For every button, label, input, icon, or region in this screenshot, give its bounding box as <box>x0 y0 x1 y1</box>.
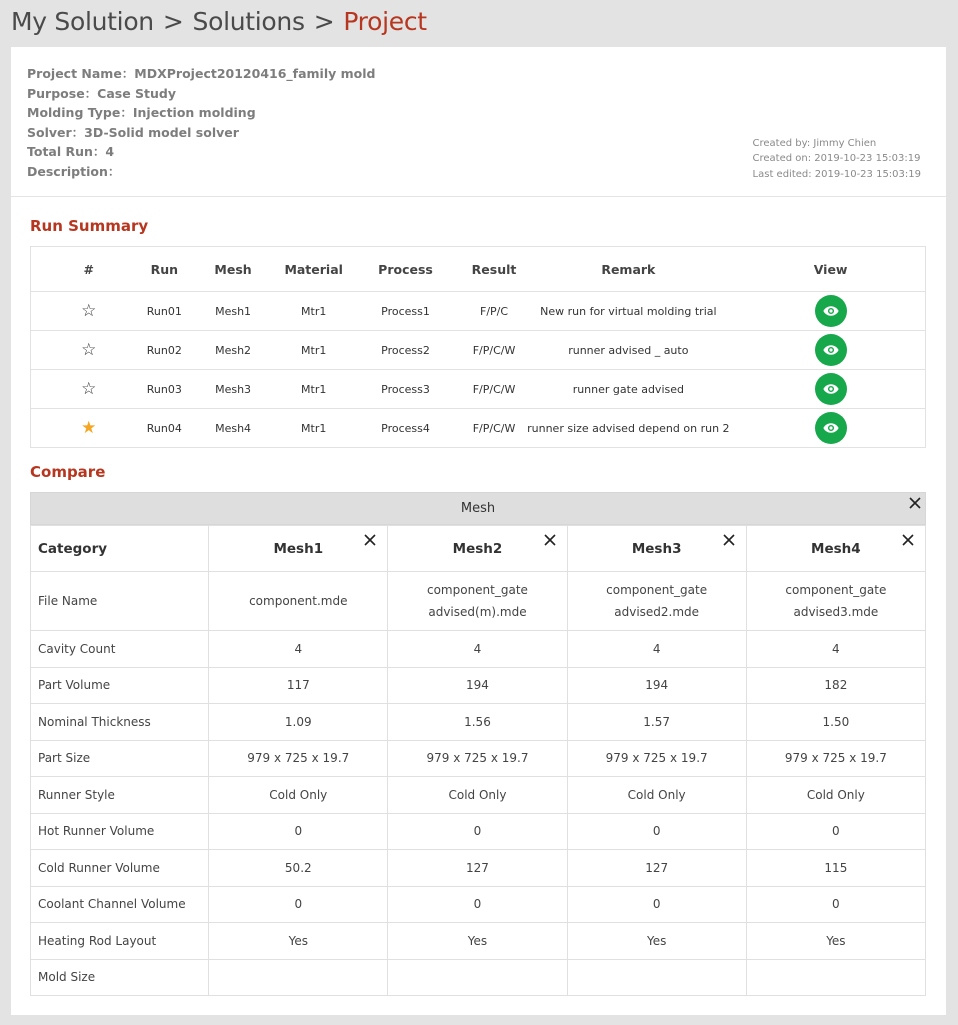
run-cell-remark: New run for virtual molding trial <box>520 292 736 331</box>
compare-value-cell <box>209 959 388 996</box>
run-cell-material: Mtr1 <box>284 292 344 331</box>
run-cell-run: Run04 <box>146 409 182 448</box>
table-row <box>31 959 926 996</box>
run-cell-result: F/P/C/W <box>468 409 521 448</box>
table-row <box>31 740 926 777</box>
table-row <box>31 292 926 331</box>
compare-column-label: Mesh4 <box>811 540 861 557</box>
table-row <box>31 409 926 448</box>
compare-value-cell: 127 <box>567 850 746 887</box>
category-cell: Cavity Count <box>31 631 209 668</box>
compare-column-header <box>388 526 567 572</box>
compare-value-cell: 4 <box>567 631 746 668</box>
col-header-result: Result <box>468 247 521 292</box>
compare-value-cell: Cold Only <box>388 777 567 814</box>
run-cell-process: Process4 <box>343 409 467 448</box>
run-table-header <box>31 247 926 292</box>
project-name: Project Name：MDXProject20120416_family mold <box>27 66 376 81</box>
run-cell-process: Process2 <box>343 331 467 370</box>
star-icon[interactable]: ☆ <box>81 378 97 399</box>
run-cell-mesh: Mesh3 <box>182 370 284 409</box>
compare-title: Compare <box>30 463 106 481</box>
compare-value-cell: 1.09 <box>209 704 388 741</box>
breadcrumb <box>11 3 427 39</box>
close-icon[interactable] <box>543 533 557 547</box>
run-cell-process: Process3 <box>343 370 467 409</box>
run-summary-title: Run Summary <box>30 217 149 235</box>
run-cell-mesh: Mesh2 <box>182 331 284 370</box>
compare-value-cell: 182 <box>746 667 925 704</box>
compare-value-cell <box>746 959 925 996</box>
table-row <box>31 370 926 409</box>
category-cell: Part Size <box>31 740 209 777</box>
category-cell: Part Volume <box>31 667 209 704</box>
run-cell-remark: runner size advised depend on run 2 <box>520 409 736 448</box>
compare-value-cell: 127 <box>388 850 567 887</box>
compare-value-cell: Yes <box>567 923 746 960</box>
compare-value-cell: 0 <box>746 886 925 923</box>
category-header: Category <box>31 526 209 572</box>
compare-group-label: Mesh <box>460 501 496 516</box>
compare-value-cell: 0 <box>567 886 746 923</box>
run-cell-mesh: Mesh4 <box>182 409 284 448</box>
compare-value-cell: 0 <box>209 813 388 850</box>
compare-value-cell: 979 x 725 x 19.7 <box>746 740 925 777</box>
run-cell-run: Run01 <box>146 292 182 331</box>
star-icon[interactable]: ★ <box>81 417 97 438</box>
compare-group-header <box>30 492 926 525</box>
breadcrumb-separator: > <box>313 6 335 36</box>
category-cell: Runner Style <box>31 777 209 814</box>
compare-value-cell: component_gate advised2.mde <box>567 572 746 631</box>
close-icon[interactable] <box>908 496 922 510</box>
category-cell: Nominal Thickness <box>31 704 209 741</box>
compare-value-cell: 979 x 725 x 19.7 <box>388 740 567 777</box>
col-header-run: Run <box>146 247 182 292</box>
category-cell: File Name <box>31 572 209 631</box>
breadcrumb-current: Project <box>343 6 427 36</box>
run-cell-result: F/P/C <box>468 292 521 331</box>
compare-value-cell: Yes <box>746 923 925 960</box>
compare-column-header <box>746 526 925 572</box>
view-button[interactable] <box>815 412 847 444</box>
compare-column-label: Mesh3 <box>631 540 682 557</box>
view-cell <box>736 292 925 331</box>
compare-column-label: Mesh1 <box>273 540 324 557</box>
star-cell <box>31 292 147 331</box>
compare-value-cell: 0 <box>746 813 925 850</box>
view-cell <box>736 409 925 448</box>
compare-value-cell: 4 <box>388 631 567 668</box>
run-cell-process: Process1 <box>343 292 467 331</box>
project-info <box>27 64 375 181</box>
category-cell: Coolant Channel Volume <box>31 886 209 923</box>
project-description: Description： <box>27 163 121 179</box>
col-header-mesh: Mesh <box>182 247 284 292</box>
compare-value-cell: 0 <box>388 886 567 923</box>
compare-value-cell: 1.50 <box>746 704 925 741</box>
compare-value-cell: 0 <box>388 813 567 850</box>
close-icon[interactable] <box>901 533 915 547</box>
compare-value-cell: Cold Only <box>209 777 388 814</box>
created-on: Created on: 2019-10-23 15:03:19 <box>752 153 921 165</box>
col-header-material: Material <box>284 247 344 292</box>
view-button[interactable] <box>815 334 847 366</box>
breadcrumb-separator: > <box>162 6 184 36</box>
col-header-process: Process <box>343 247 467 292</box>
compare-value-cell: component_gate advised(m).mde <box>388 572 567 631</box>
eye-icon <box>823 344 839 356</box>
compare-value-cell: 4 <box>209 631 388 668</box>
run-summary-table <box>30 246 926 448</box>
table-row <box>31 886 926 923</box>
run-cell-result: F/P/C/W <box>468 331 521 370</box>
compare-value-cell: Cold Only <box>746 777 925 814</box>
view-cell <box>736 370 925 409</box>
project-panel <box>11 47 946 1015</box>
eye-icon <box>823 383 839 395</box>
compare-value-cell: 979 x 725 x 19.7 <box>209 740 388 777</box>
compare-value-cell: 194 <box>567 667 746 704</box>
compare-value-cell: 1.56 <box>388 704 567 741</box>
run-cell-material: Mtr1 <box>284 409 344 448</box>
compare-value-cell: 115 <box>746 850 925 887</box>
project-meta <box>753 136 921 182</box>
compare-value-cell: 4 <box>746 631 925 668</box>
col-header-view: View <box>736 247 925 292</box>
col-header-remark: Remark <box>520 247 736 292</box>
run-cell-run: Run03 <box>146 370 182 409</box>
table-row <box>31 667 926 704</box>
category-cell: Heating Rod Layout <box>31 923 209 960</box>
last-edited: Last edited: 2019-10-23 15:03:19 <box>752 168 921 180</box>
run-cell-material: Mtr1 <box>284 331 344 370</box>
project-purpose: Purpose：Case Study <box>27 85 177 101</box>
created-by: Created by: Jimmy Chien <box>752 138 877 149</box>
compare-value-cell: Yes <box>209 923 388 960</box>
view-button[interactable] <box>815 373 847 405</box>
col-header-index: # <box>31 247 147 292</box>
compare-table <box>30 525 926 996</box>
category-cell: Mold Size <box>31 959 209 996</box>
table-row <box>31 813 926 850</box>
divider <box>11 196 946 197</box>
run-cell-result: F/P/C/W <box>468 370 521 409</box>
compare-value-cell <box>567 959 746 996</box>
table-row <box>31 331 926 370</box>
star-cell <box>31 331 147 370</box>
table-row <box>31 704 926 741</box>
compare-value-cell: 50.2 <box>209 850 388 887</box>
breadcrumb-my-solution[interactable]: My Solution <box>11 6 154 36</box>
compare-value-cell: 1.57 <box>567 704 746 741</box>
compare-column-header <box>209 526 388 572</box>
table-row <box>31 572 926 631</box>
project-solver: Solver：3D-Solid model solver <box>27 124 239 140</box>
category-cell: Hot Runner Volume <box>31 813 209 850</box>
close-icon[interactable] <box>363 533 377 547</box>
compare-value-cell: Cold Only <box>567 777 746 814</box>
view-button[interactable] <box>815 295 847 327</box>
compare-value-cell: Yes <box>388 923 567 960</box>
compare-column-header-row <box>31 526 926 572</box>
table-row <box>31 850 926 887</box>
star-icon[interactable]: ☆ <box>81 300 97 321</box>
project-total-run: Total Run：4 <box>27 144 115 159</box>
compare-panel <box>30 492 926 996</box>
project-molding-type: Molding Type：Injection molding <box>27 105 256 120</box>
star-cell <box>31 409 147 448</box>
compare-value-cell: 117 <box>209 667 388 704</box>
compare-column-label: Mesh2 <box>452 540 503 557</box>
compare-value-cell <box>388 959 567 996</box>
run-cell-remark: runner gate advised <box>520 370 736 409</box>
star-cell <box>31 370 147 409</box>
run-cell-run: Run02 <box>146 331 182 370</box>
compare-column-header <box>567 526 746 572</box>
close-icon[interactable] <box>722 533 736 547</box>
compare-value-cell: 979 x 725 x 19.7 <box>567 740 746 777</box>
view-cell <box>736 331 925 370</box>
breadcrumb-solutions[interactable]: Solutions <box>192 6 305 36</box>
table-row <box>31 923 926 960</box>
category-cell: Cold Runner Volume <box>31 850 209 887</box>
compare-value-cell: component_gate advised3.mde <box>746 572 925 631</box>
star-icon[interactable]: ☆ <box>81 339 97 360</box>
compare-value-cell: 0 <box>209 886 388 923</box>
table-row <box>31 631 926 668</box>
table-row <box>31 777 926 814</box>
compare-value-cell: component.mde <box>209 572 388 631</box>
run-cell-material: Mtr1 <box>284 370 344 409</box>
run-cell-remark: runner advised _ auto <box>520 331 736 370</box>
compare-value-cell: 194 <box>388 667 567 704</box>
eye-icon <box>823 422 839 434</box>
run-cell-mesh: Mesh1 <box>182 292 284 331</box>
compare-value-cell: 0 <box>567 813 746 850</box>
eye-icon <box>823 305 839 317</box>
